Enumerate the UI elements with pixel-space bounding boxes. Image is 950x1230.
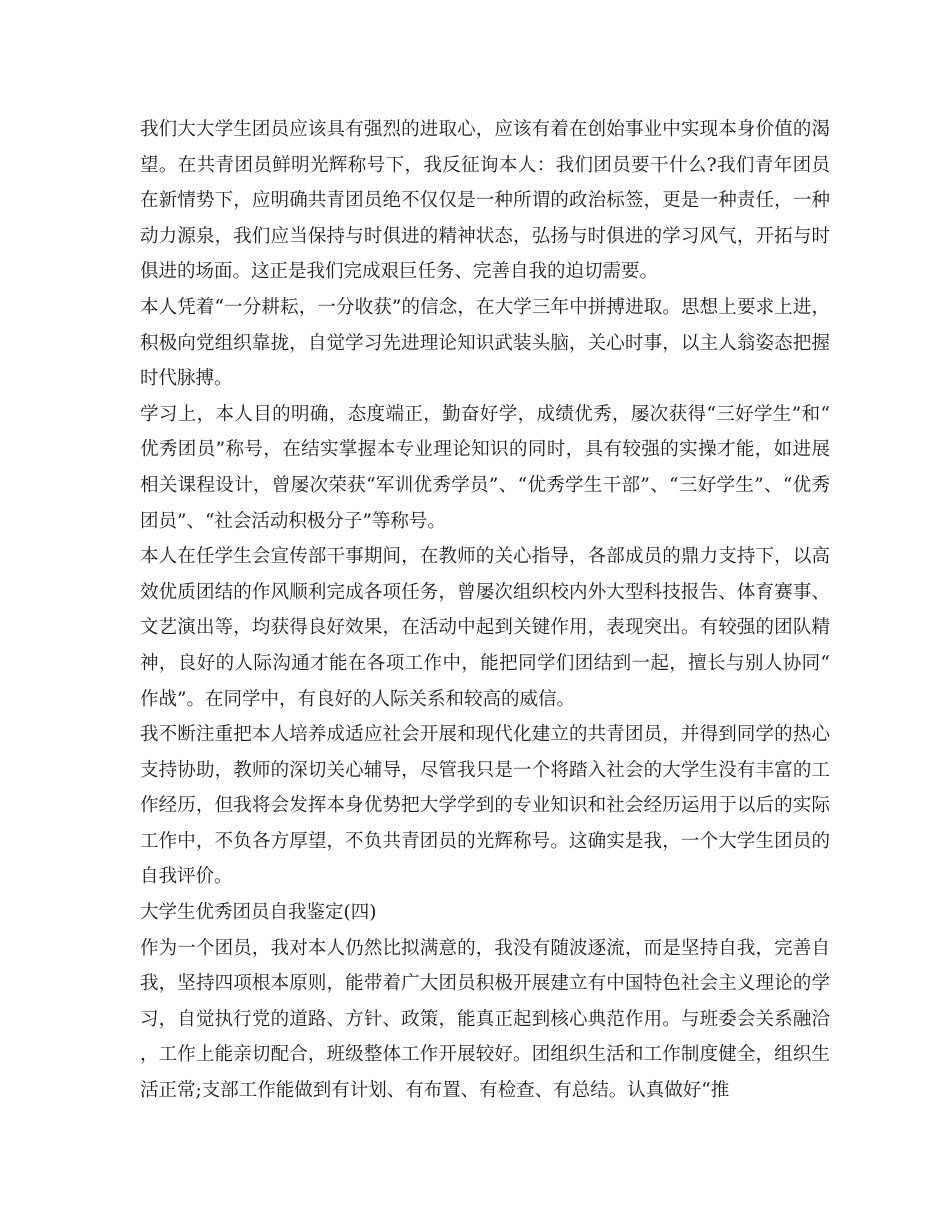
paragraph-5: 我不断注重把本人培养成适应社会开展和现代化建立的共青团员，并得到同学的热心支持协助，教师的深切关心辅导，尽管我只是一个将踏入社会的大学生没有丰富的工作经历，但我将会发挥本身优势把大学学到的专业知识和社会经历运用于以后的实际工作中，不负各方厚望，不负共青团员的光辉称号。这确实是我，一个大学生团员的自我评价。	[140, 724, 830, 888]
paragraph-1: 我们大大学生团员应该具有强烈的进取心，应该有着在创始事业中实现本身价值的渴望。在共青团员鲜明光辉称号下，我反征询本人：我们团员要干什么?我们青年团员在新情势下，应明确共青团员绝不仅仅是一种所谓的政治标签，更是一种责任，一种动力源泉，我们应当保持与时俱进的精神状态，弘扬与时俱进的学习风气，开拓与时俱进的场面。这正是我们完成艰巨任务、完善自我的迫切需要。	[140, 119, 830, 283]
section-heading: 大学生优秀团员自我鉴定(四)	[140, 902, 377, 924]
paragraph-2: 本人凭着“一分耕耘，一分收获”的信念，在大学三年中拼搏进取。思想上要求上进，积极向党组织靠拢，自觉学习先进理论知识武装头脑，关心时事，以主人翁姿态把握时代脉搏。	[140, 296, 830, 390]
document-body	[140, 112, 830, 1109]
paragraph-6: 作为一个团员，我对本人仍然比拟满意的，我没有随波逐流，而是坚持自我，完善自我，坚持四项根本原则，能带着广大团员积极开展建立有中国特色社会主义理论的学习，自觉执行党的道路、方针、政策，能真正起到核心典范作用。与班委会关系融洽，工作上能亲切配合，班级整体工作开展较好。团组织生活和工作制度健全，组织生活正常;支部工作能做到有计划、有布置、有检查、有总结。认真做好“推	[140, 937, 830, 1102]
paragraph-4: 本人在任学生会宣传部干事期间，在教师的关心指导，各部成员的鼎力支持下，以高效优质团结的作风顺利完成各项任务，曾屡次组织校内外大型科技报告、体育赛事、文艺演出等，均获得良好效果，在活动中起到关键作用，表现突出。有较强的团队精神，良好的人际沟通才能在各项工作中，能把同学们团结到一起，擅长与别人协同“作战”。在同学中，有良好的人际关系和较高的威信。	[140, 546, 830, 710]
paragraph-3: 学习上，本人目的明确，态度端正，勤奋好学，成绩优秀，屡次获得“三好学生”和“优秀团员”称号，在结实掌握本专业理论知识的同时，具有较强的实操才能，如进展相关课程设计，曾屡次荣获“军训优秀学员”、“优秀学生干部”、“三好学生”、“优秀团员”、“社会活动积极分子”等称号。	[140, 403, 830, 532]
